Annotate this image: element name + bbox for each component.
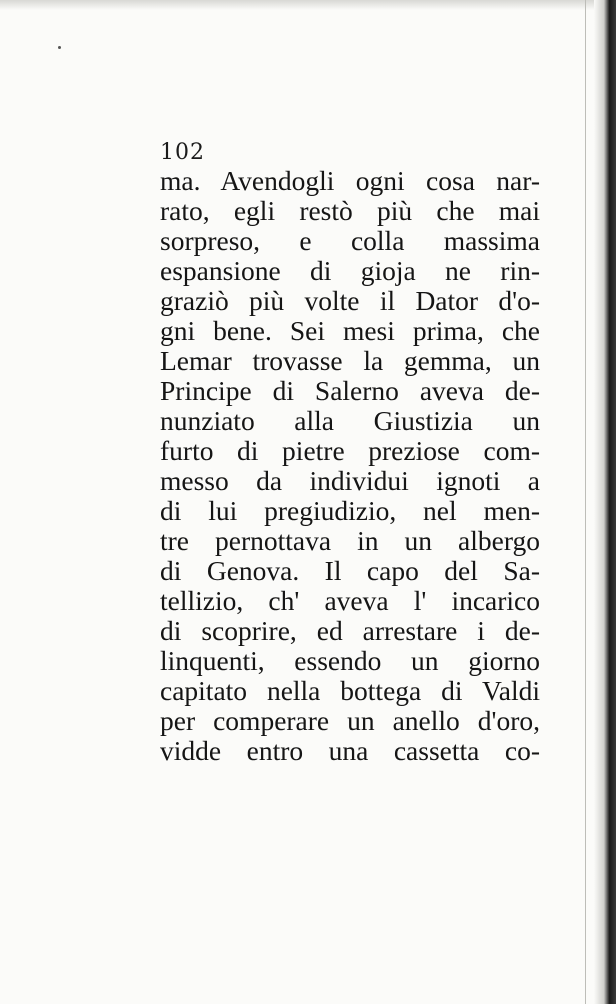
text-line: Principe di Salerno aveva de- — [160, 375, 540, 406]
text-line: graziò più volte il Dator d'o- — [160, 285, 540, 316]
text-line: Lemar trovasse la gemma, un — [160, 345, 540, 376]
text-line: vidde entro una cassetta co- — [160, 735, 540, 766]
text-line: messo da individui ignoti a — [160, 465, 540, 496]
text-line: capitato nella bottega di Valdi — [160, 675, 540, 706]
text-line: tre pernottava in un albergo — [160, 525, 540, 556]
text-line: di Genova. Il capo del Sa- — [160, 555, 540, 586]
text-line: per comperare un anello d'oro, — [160, 705, 540, 736]
text-line: gni bene. Sei mesi prima, che — [160, 315, 540, 346]
book-spine-edge — [594, 0, 616, 1004]
text-line: rato, egli restò più che mai — [160, 195, 540, 226]
text-line: tellizio, ch' aveva l' incarico — [160, 585, 540, 616]
text-line: nunziato alla Giustizia un — [160, 405, 540, 436]
body-text — [160, 166, 540, 766]
page-number: 102 — [160, 140, 205, 165]
text-line: furto di pietre preziose com- — [160, 435, 540, 466]
text-line: linquenti, essendo un giorno — [160, 645, 540, 676]
text-line: espansione di gioja ne rin- — [160, 255, 540, 286]
page-edge-line — [585, 0, 586, 1004]
text-line: ma. Avendogli ogni cosa nar- — [160, 165, 540, 196]
page-top-edge — [0, 0, 616, 10]
text-line: sorpreso, e colla massima — [160, 225, 540, 256]
text-line: di lui pregiudizio, nel men- — [160, 495, 540, 526]
text-line: di scoprire, ed arrestare i de- — [160, 615, 540, 646]
ink-speck — [58, 46, 61, 49]
